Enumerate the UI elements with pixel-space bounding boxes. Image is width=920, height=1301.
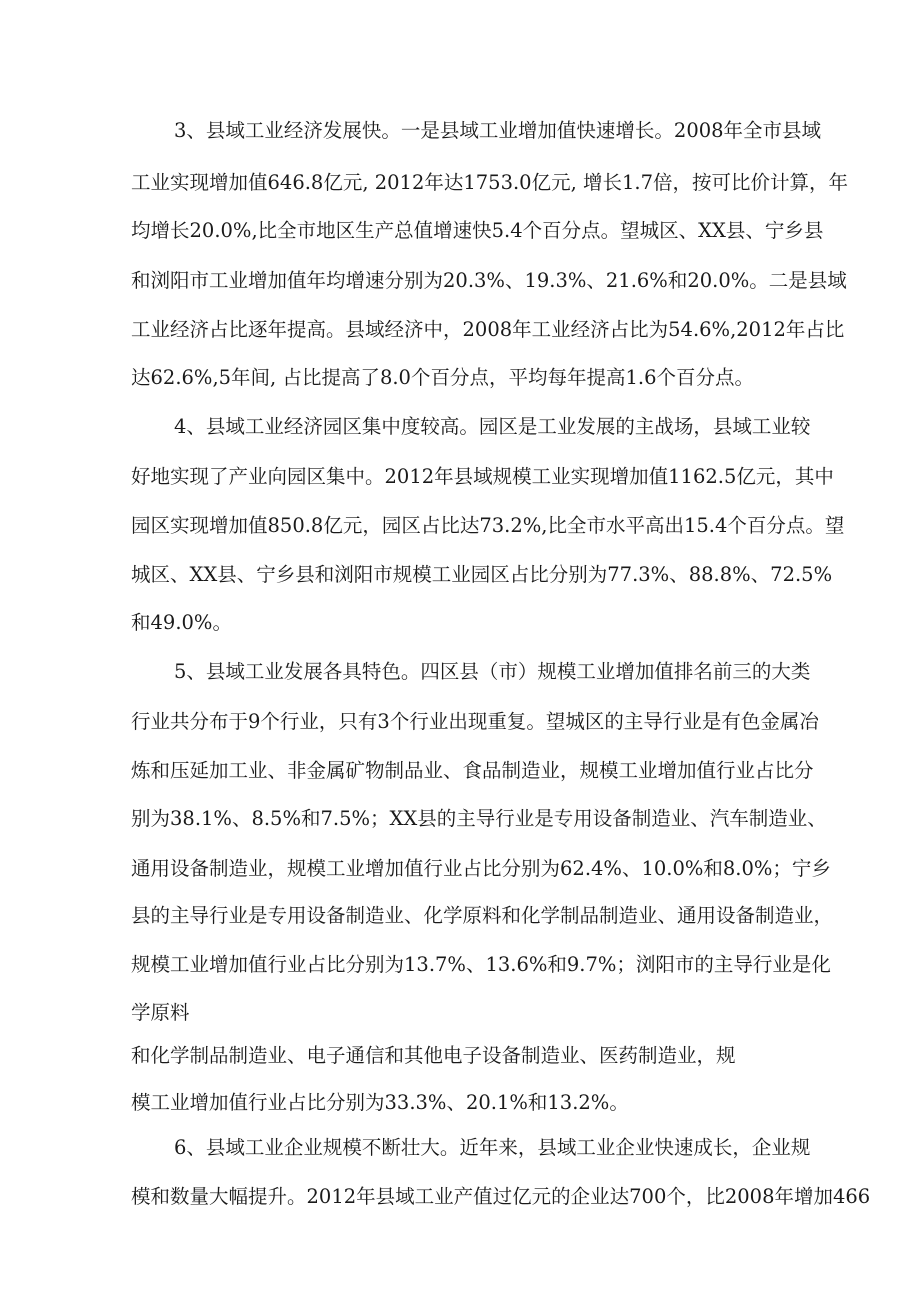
paragraph-3-line-3: 均增长20.0%,比全市地区生产总值增速快5.4个百分点。望城区、XX县、宁乡县 bbox=[131, 219, 824, 242]
paragraph-5-line-6: 县的主导行业是专用设备制造业、化学原料和化学制品制造业、通用设备制造业， bbox=[131, 904, 834, 927]
paragraph-4-line-3: 园区实现增加值850.8亿元，园区占比达73.2%,比全市水平高出15.4个百分点。望 bbox=[131, 514, 845, 537]
paragraph-5-line-10: 模工业增加值行业占比分别为33.3%、20.1%和13.2%。 bbox=[131, 1091, 629, 1114]
paragraph-5-line-8: 学原料 bbox=[131, 1001, 190, 1024]
paragraph-3-line-2: 工业实现增加值646.8亿元, 2012年达1753.0亿元, 增长1.7倍，按可比价计算，年 bbox=[131, 171, 848, 194]
paragraph-5-line-9: 和化学制品制造业、电子通信和其他电子设备制造业、医药制造业，规 bbox=[131, 1044, 736, 1067]
paragraph-3-line-4: 和浏阳市工业增加值年均增速分别为20.3%、19.3%、21.6%和20.0%。二是县域 bbox=[131, 269, 847, 292]
paragraph-5-line-1: 5、县域工业发展各具特色。四区县（市）规模工业增加值排名前三的大类 bbox=[174, 660, 811, 683]
paragraph-5-line-7: 规模工业增加值行业占比分别为13.7%、13.6%和9.7%；浏阳市的主导行业是化 bbox=[131, 953, 831, 976]
paragraph-5-line-3: 炼和压延加工业、非金属矿物制品业、食品制造业，规模工业增加值行业占比分 bbox=[131, 759, 814, 782]
paragraph-4-line-1: 4、县域工业经济园区集中度较高。园区是工业发展的主战场，县域工业较 bbox=[174, 415, 811, 438]
paragraph-6-line-2: 模和数量大幅提升。2012年县域工业产值过亿元的企业达700个，比2008年增加466 bbox=[131, 1185, 871, 1208]
paragraph-3-line-5: 工业经济占比逐年提高。县域经济中，2008年工业经济占比为54.6%,2012年占比 bbox=[131, 318, 845, 341]
paragraph-6-line-1: 6、县域工业企业规模不断壮大。近年来，县域工业企业快速成长，企业规 bbox=[174, 1136, 811, 1159]
paragraph-4-line-5: 和49.0%。 bbox=[131, 611, 232, 634]
paragraph-3-line-1: 3、县域工业经济发展快。一是县域工业增加值快速增长。2008年全市县域 bbox=[174, 119, 822, 142]
paragraph-5-line-2: 行业共分布于9个行业，只有3个行业出现重复。望城区的主导行业是有色金属冶 bbox=[131, 710, 819, 733]
paragraph-3-line-6: 达62.6%,5年间, 占比提高了8.0个百分点，平均每年提高1.6个百分点。 bbox=[131, 366, 754, 389]
paragraph-5-line-5: 通用设备制造业，规模工业增加值行业占比分别为62.4%、10.0%和8.0%；宁乡 bbox=[131, 857, 831, 880]
paragraph-4-line-4: 城区、XX县、宁乡县和浏阳市规模工业园区占比分别为77.3%、88.8%、72.5% bbox=[131, 563, 833, 586]
paragraph-5-line-4: 别为38.1%、8.5%和7.5%；XX县的主导行业是专用设备制造业、汽车制造业、 bbox=[131, 807, 827, 830]
paragraph-4-line-2: 好地实现了产业向园区集中。2012年县域规模工业实现增加值1162.5亿元，其中 bbox=[131, 465, 834, 488]
